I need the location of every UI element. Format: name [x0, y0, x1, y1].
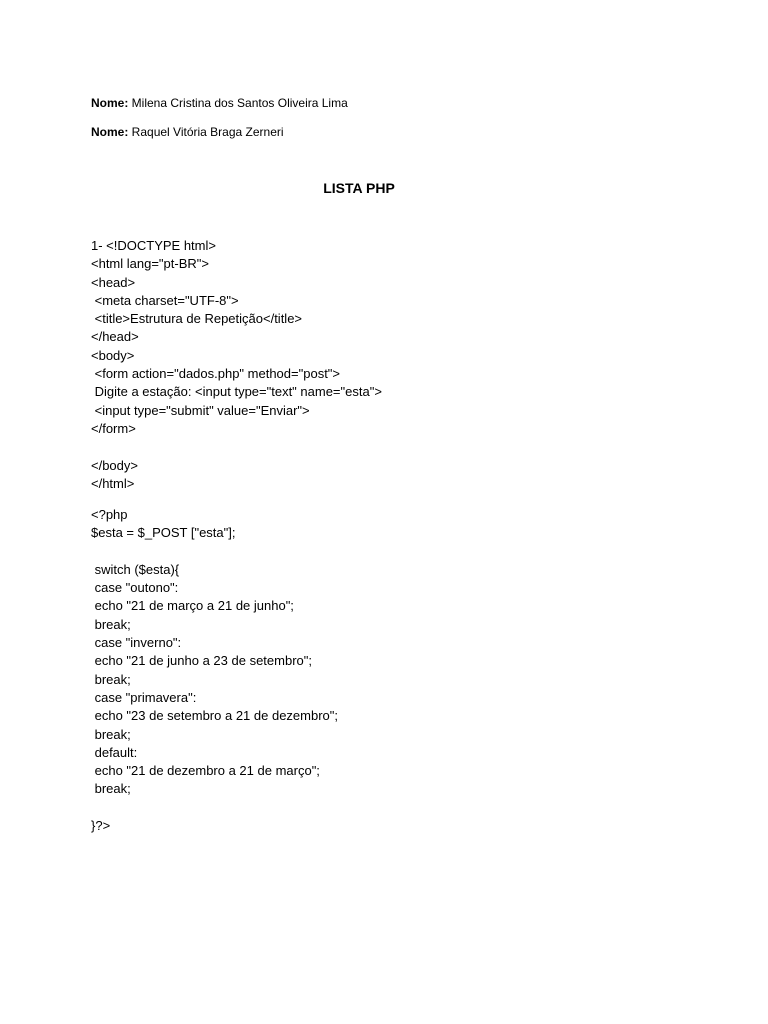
code-line: break; [91, 781, 131, 797]
html-code-block [91, 237, 382, 493]
code-line: </head> [91, 329, 139, 345]
code-line: echo "23 de setembro a 21 de dezembro"; [91, 708, 338, 724]
code-line: echo "21 de março a 21 de junho"; [91, 598, 294, 614]
code-line: break; [91, 671, 131, 687]
code-line: break; [91, 726, 131, 742]
author-name: Raquel Vitória Braga Zerneri [128, 125, 284, 139]
code-line: <meta charset="UTF-8"> [91, 292, 239, 308]
php-code-block [91, 506, 338, 835]
code-line: <input type="submit" value="Enviar"> [91, 402, 310, 418]
author-label: Nome: [91, 96, 129, 110]
code-line: <head> [91, 274, 136, 290]
code-line: <body> [91, 347, 135, 363]
code-line: default: [91, 744, 138, 760]
code-line: echo "21 de junho a 23 de setembro"; [91, 653, 312, 669]
code-line: $esta = $_POST ["esta"]; [91, 525, 236, 541]
code-line [91, 543, 338, 561]
code-line: case "primavera": [91, 689, 197, 705]
code-line: </form> [91, 420, 136, 436]
code-line: case "outono": [91, 580, 179, 596]
author-line [91, 95, 348, 111]
code-line: break; [91, 616, 131, 632]
author-name: Milena Cristina dos Santos Oliveira Lima [128, 96, 348, 110]
code-line: <title>Estrutura de Repetição</title> [91, 311, 303, 327]
code-line: echo "21 de dezembro a 21 de março"; [91, 763, 320, 779]
code-line [91, 438, 382, 456]
author-label: Nome: [91, 125, 129, 139]
code-line: </html> [91, 475, 135, 491]
code-line: </body> [91, 457, 138, 473]
document-title: LISTA PHP [323, 180, 395, 196]
code-line: <form action="dados.php" method="post"> [91, 366, 341, 382]
code-line: Digite a estação: <input type="text" name="esta"> [91, 384, 382, 400]
code-line: 1- <!DOCTYPE html> [91, 238, 216, 253]
code-line: }?> [91, 818, 111, 834]
code-line: <?php [91, 507, 128, 522]
code-line: <html lang="pt-BR"> [91, 256, 209, 272]
author-line [91, 124, 284, 140]
code-line: switch ($esta){ [91, 561, 180, 577]
code-line [91, 799, 338, 817]
code-line: case "inverno": [91, 635, 182, 651]
